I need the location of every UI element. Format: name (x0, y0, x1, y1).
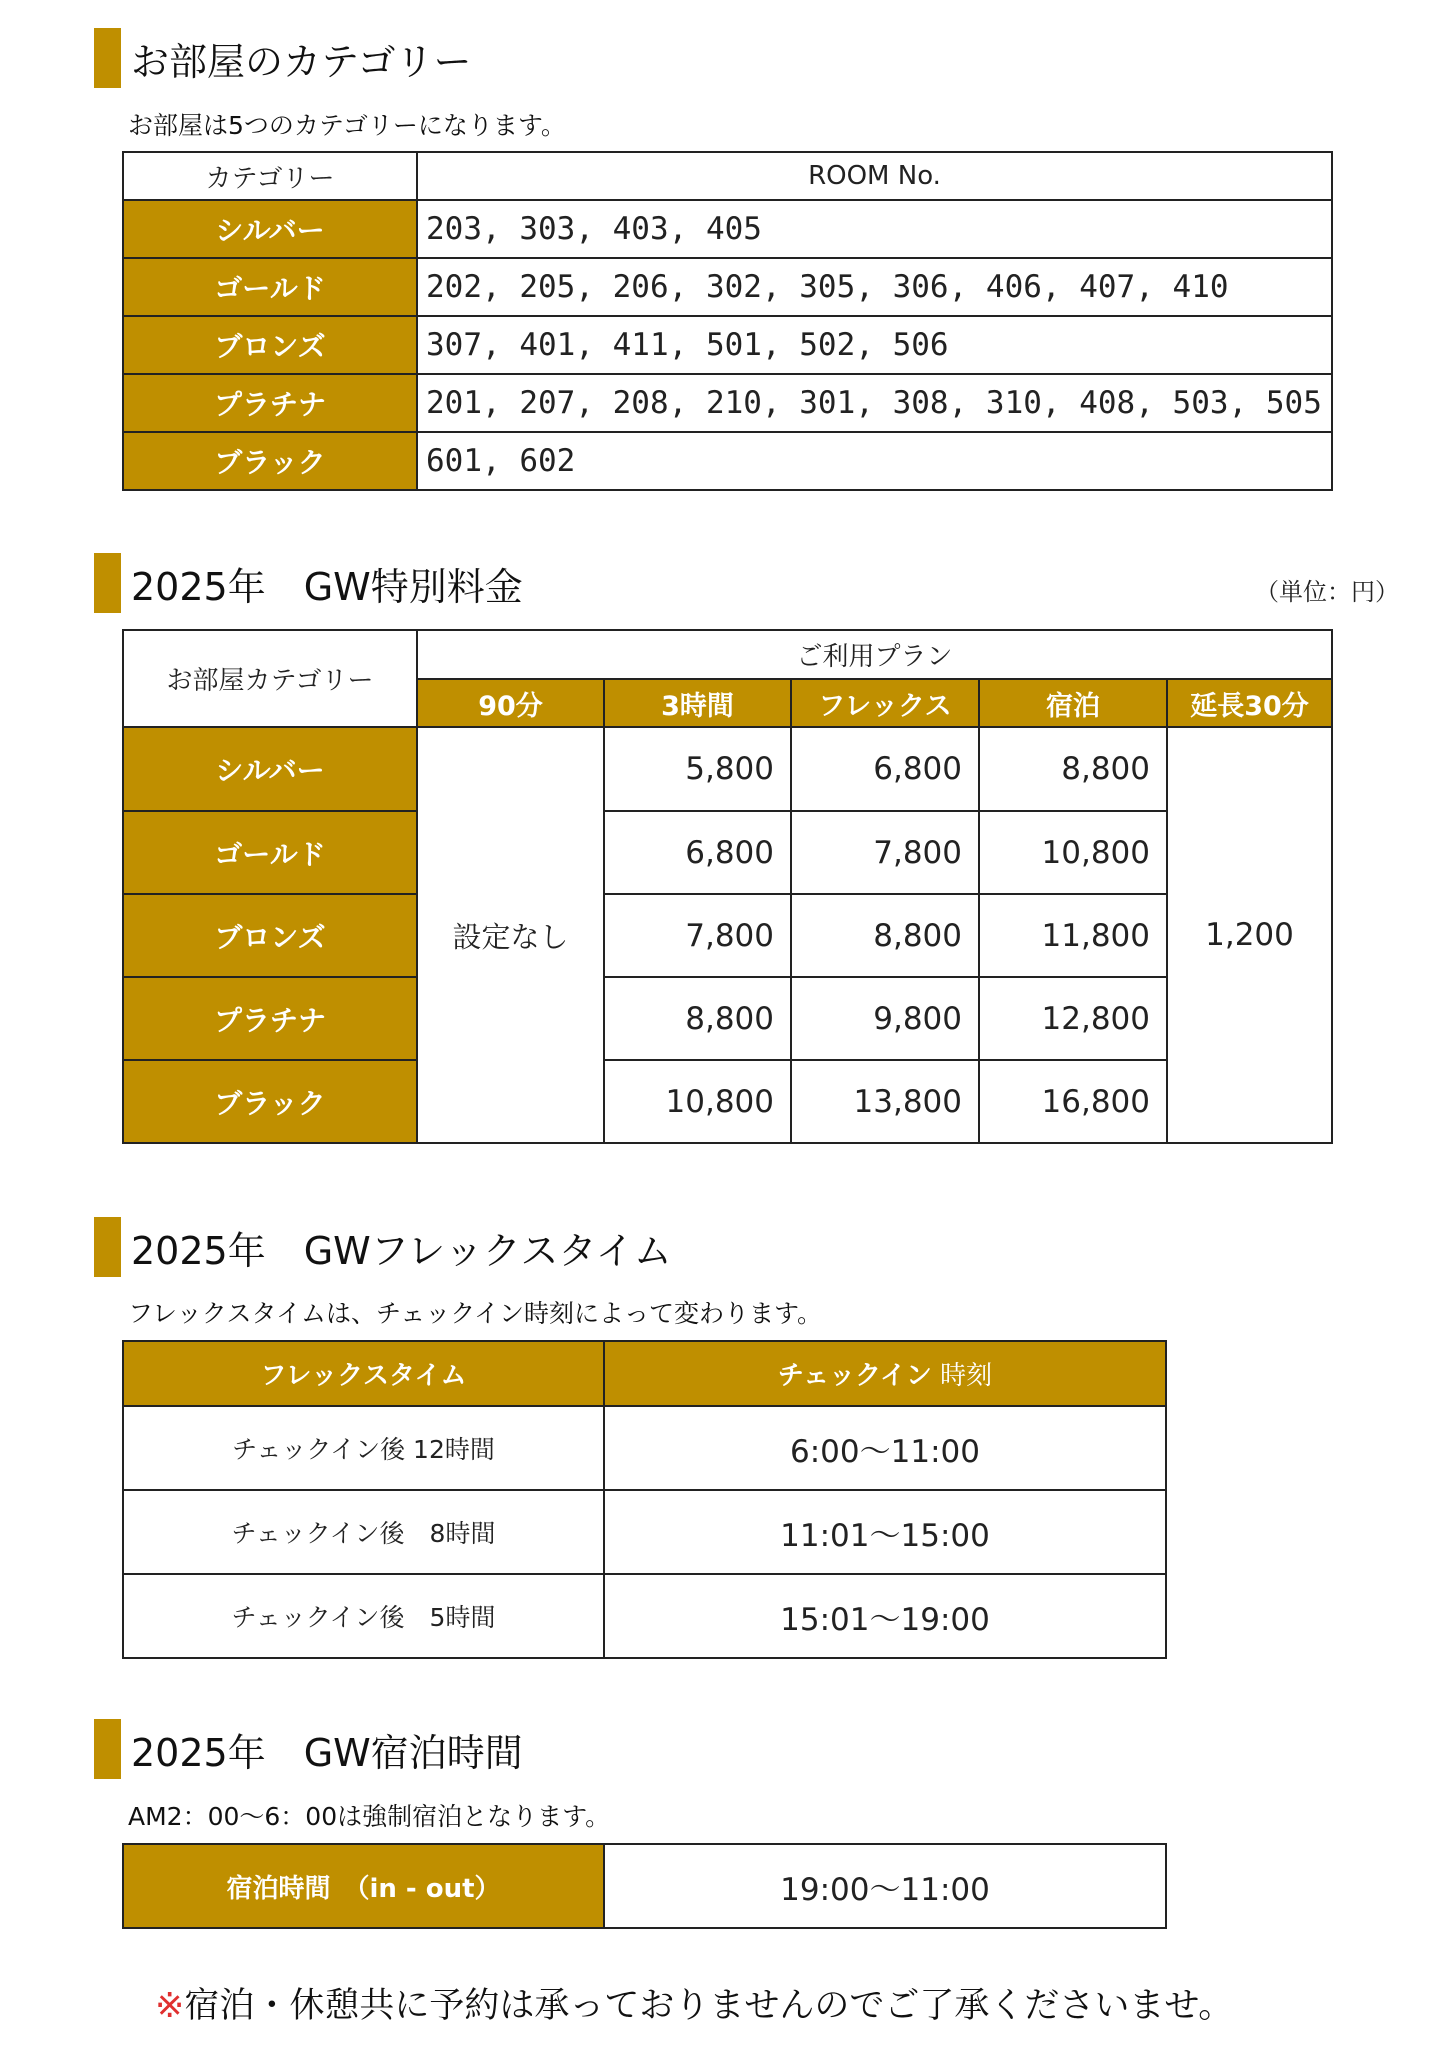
category-header: カテゴリー (123, 152, 417, 200)
stay-time-table (122, 1843, 1167, 1929)
heading-accent-bar (94, 553, 121, 613)
category-cell: ブラック (123, 432, 417, 490)
category-cell: ゴールド (123, 258, 417, 316)
table-row (123, 727, 1332, 811)
plan-flex: フレックス (791, 679, 979, 727)
flex-duration-cell: チェックイン後 8時間 (123, 1490, 604, 1574)
table-row (123, 258, 1332, 316)
no-setting-cell: 設定なし (417, 727, 604, 1143)
price-3hours: 5,800 (604, 727, 791, 811)
table-row (123, 1574, 1166, 1658)
category-cell: プラチナ (123, 374, 417, 432)
plan-3hours: 3時間 (604, 679, 791, 727)
table-row (123, 1406, 1166, 1490)
category-header: お部屋カテゴリー (123, 630, 417, 727)
flex-time-header: フレックスタイム (123, 1341, 604, 1406)
rooms-header: ROOM No. (417, 152, 1332, 200)
table-row (123, 200, 1332, 258)
price-flex: 9,800 (791, 977, 979, 1060)
checkin-time-cell: 6:00～11:00 (604, 1406, 1166, 1490)
heading-accent-bar (94, 1719, 121, 1779)
table-row (123, 894, 1332, 977)
price-stay: 16,800 (979, 1060, 1167, 1143)
category-cell: ブロンズ (123, 316, 417, 374)
category-cell: シルバー (123, 200, 417, 258)
section-heading-stay-time (94, 1719, 523, 1779)
unit-note: （単位：円） (1255, 578, 1399, 606)
section-heading-flex-time (94, 1217, 672, 1277)
rooms-cell: 601, 602 (417, 432, 1332, 490)
price-stay: 12,800 (979, 977, 1167, 1060)
flex-duration-cell: チェックイン後 5時間 (123, 1574, 604, 1658)
price-flex: 8,800 (791, 894, 979, 977)
rooms-cell: 202, 205, 206, 302, 305, 306, 406, 407, 410 (417, 258, 1332, 316)
category-cell: ゴールド (123, 811, 417, 894)
section-title: 2025年 GW特別料金 (131, 564, 523, 609)
room-category-table (122, 151, 1333, 491)
category-cell: プラチナ (123, 977, 417, 1060)
price-3hours: 8,800 (604, 977, 791, 1060)
flex-duration-cell: チェックイン後 12時間 (123, 1406, 604, 1490)
heading-accent-bar (94, 28, 121, 88)
table-row (123, 977, 1332, 1060)
price-stay: 10,800 (979, 811, 1167, 894)
stay-time-label: 宿泊時間 （in - out） (123, 1844, 604, 1928)
flex-time-table (122, 1340, 1167, 1659)
price-flex: 7,800 (791, 811, 979, 894)
heading-accent-bar (94, 1217, 121, 1277)
rooms-cell: 307, 401, 411, 501, 502, 506 (417, 316, 1332, 374)
category-cell: ブラック (123, 1060, 417, 1143)
section-subtitle: AM2：00～6：00は強制宿泊となります。 (128, 1802, 611, 1831)
section-heading-categories (94, 28, 471, 88)
plan-stay: 宿泊 (979, 679, 1167, 727)
checkin-time-cell: 11:01～15:00 (604, 1490, 1166, 1574)
rooms-cell: 201, 207, 208, 210, 301, 308, 310, 408, 503, 505 (417, 374, 1332, 432)
price-stay: 11,800 (979, 894, 1167, 977)
price-3hours: 6,800 (604, 811, 791, 894)
stay-time-value: 19:00～11:00 (604, 1844, 1166, 1928)
category-cell: シルバー (123, 727, 417, 811)
checkin-time-header (604, 1341, 1166, 1406)
plan-header: ご利用プラン (417, 630, 1332, 679)
plan-90min: 90分 (417, 679, 604, 727)
price-3hours: 7,800 (604, 894, 791, 977)
rooms-cell: 203, 303, 403, 405 (417, 200, 1332, 258)
price-3hours: 10,800 (604, 1060, 791, 1143)
price-flex: 6,800 (791, 727, 979, 811)
checkin-header-rest: 時刻 (931, 1361, 993, 1391)
notice-mark: ※ (155, 1986, 185, 2026)
plan-extension-30min: 延長30分 (1167, 679, 1332, 727)
section-heading-gw-price (94, 553, 523, 613)
section-title: お部屋のカテゴリー (131, 39, 472, 84)
table-row (123, 811, 1332, 894)
section-subtitle: フレックスタイムは、チェックイン時刻によって変わります。 (128, 1299, 823, 1328)
notice-text: 宿泊・休憩共に予約は承っておりませんのでご了承くださいませ。 (184, 1986, 1234, 2026)
section-title: 2025年 GWフレックスタイム (131, 1228, 672, 1273)
category-cell: ブロンズ (123, 894, 417, 977)
gw-price-table (122, 629, 1333, 1144)
table-row (123, 432, 1332, 490)
table-row (123, 374, 1332, 432)
checkin-header-bold: チェックイン (777, 1361, 932, 1391)
section-subtitle: お部屋は5つのカテゴリーになります。 (128, 111, 566, 140)
table-row (123, 316, 1332, 374)
extension-price-cell: 1,200 (1167, 727, 1332, 1143)
price-stay: 8,800 (979, 727, 1167, 811)
table-row (123, 1844, 1166, 1928)
table-row (123, 1060, 1332, 1143)
table-row (123, 1490, 1166, 1574)
checkin-time-cell: 15:01～19:00 (604, 1574, 1166, 1658)
price-flex: 13,800 (791, 1060, 979, 1143)
section-title: 2025年 GW宿泊時間 (131, 1730, 523, 1775)
no-reservation-notice (155, 1978, 1233, 2028)
